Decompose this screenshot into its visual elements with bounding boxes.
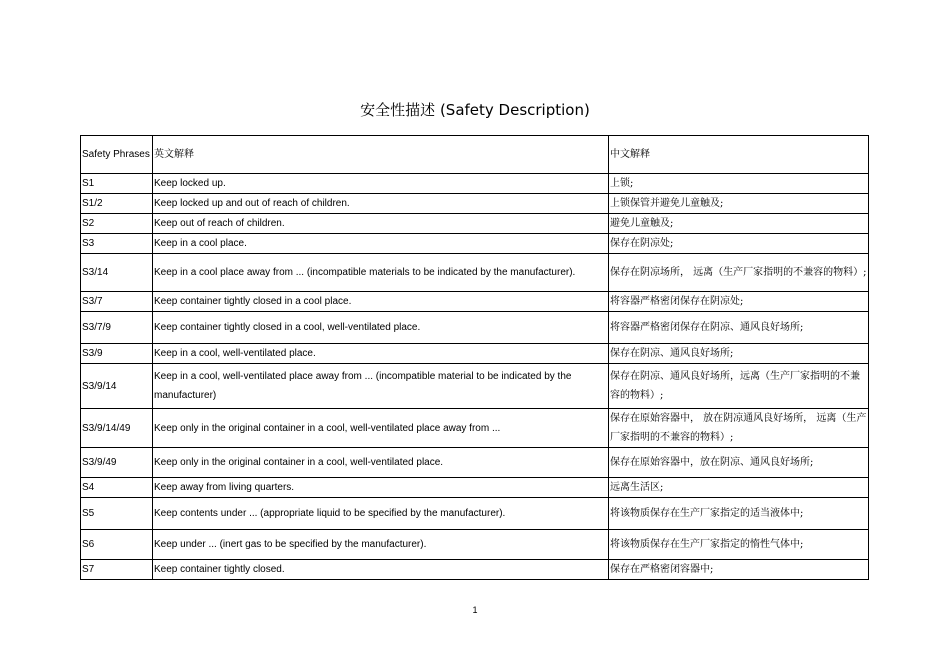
english-text: Keep in a cool, well-ventilated place away from ... (incompatible material to be indicated by the manufacturer) [153,364,609,409]
phrase-code: S3/9/14 [81,364,153,409]
header-chinese-explanation: 中文解释 [609,136,869,174]
phrase-code: S3/9/14/49 [81,409,153,448]
chinese-text: 保存在原始容器中， 放在阴凉通风良好场所， 远离（生产厂家指明的不兼容的物料）; [609,409,869,448]
table-row [81,478,869,498]
phrase-code: S7 [81,560,153,580]
chinese-text: 保存在阴凉处; [609,234,869,254]
phrase-code: S3/7 [81,292,153,312]
english-text: Keep under ... (inert gas to be specified by the manufacturer). [153,530,609,560]
english-text: Keep container tightly closed in a cool place. [153,292,609,312]
chinese-text: 保存在阴凉、通风良好场所，远离（生产厂家指明的不兼容的物料）; [609,364,869,409]
chinese-text: 保存在阴凉、通风良好场所; [609,344,869,364]
page-number: 1 [472,605,478,615]
phrase-code: S3/9/49 [81,448,153,478]
chinese-text: 将该物质保存在生产厂家指定的适当液体中; [609,498,869,530]
table-row [81,312,869,344]
chinese-text: 将容器严格密闭保存在阴凉、通风良好场所; [609,312,869,344]
english-text: Keep out of reach of children. [153,214,609,234]
english-text: Keep container tightly closed in a cool, well-ventilated place. [153,312,609,344]
english-text: Keep in a cool place. [153,234,609,254]
english-text: Keep locked up. [153,174,609,194]
table-row [81,560,869,580]
table-row [81,214,869,234]
phrase-code: S4 [81,478,153,498]
phrase-code: S1 [81,174,153,194]
chinese-text: 远离生活区; [609,478,869,498]
safety-phrases-table [80,135,869,580]
header-safety-phrases: Safety Phrases [81,136,153,174]
english-text: Keep away from living quarters. [153,478,609,498]
english-text: Keep contents under ... (appropriate liquid to be specified by the manufacturer). [153,498,609,530]
document-title: 安全性描述 (Safety Description) [360,101,590,119]
chinese-text: 将容器严格密闭保存在阴凉处; [609,292,869,312]
table-row [81,530,869,560]
english-text: Keep only in the original container in a cool, well-ventilated place away from ... [153,409,609,448]
chinese-text: 上锁; [609,174,869,194]
phrase-code: S3/14 [81,254,153,292]
table-row [81,498,869,530]
table-row [81,292,869,312]
phrase-code: S3/9 [81,344,153,364]
phrase-code: S5 [81,498,153,530]
chinese-text: 将该物质保存在生产厂家指定的惰性气体中; [609,530,869,560]
chinese-text: 避免儿童触及; [609,214,869,234]
header-english-explanation: 英文解释 [153,136,609,174]
table-row [81,174,869,194]
english-text: Keep container tightly closed. [153,560,609,580]
phrase-code: S3 [81,234,153,254]
phrase-code: S3/7/9 [81,312,153,344]
chinese-text: 保存在严格密闭容器中; [609,560,869,580]
table-row [81,234,869,254]
english-text: Keep in a cool, well-ventilated place. [153,344,609,364]
table-row [81,254,869,292]
english-text: Keep locked up and out of reach of children. [153,194,609,214]
english-text: Keep only in the original container in a cool, well-ventilated place. [153,448,609,478]
phrase-code: S1/2 [81,194,153,214]
table-row [81,344,869,364]
chinese-text: 保存在阴凉场所， 远离（生产厂家指明的不兼容的物料）; [609,254,869,292]
table-row [81,409,869,448]
table-row [81,448,869,478]
phrase-code: S6 [81,530,153,560]
chinese-text: 上锁保管并避免儿童触及; [609,194,869,214]
table-row [81,364,869,409]
phrase-code: S2 [81,214,153,234]
table-header-row [81,136,869,174]
chinese-text: 保存在原始容器中，放在阴凉、通风良好场所; [609,448,869,478]
english-text: Keep in a cool place away from ... (incompatible materials to be indicated by the manufacturer). [153,254,609,292]
table-row [81,194,869,214]
